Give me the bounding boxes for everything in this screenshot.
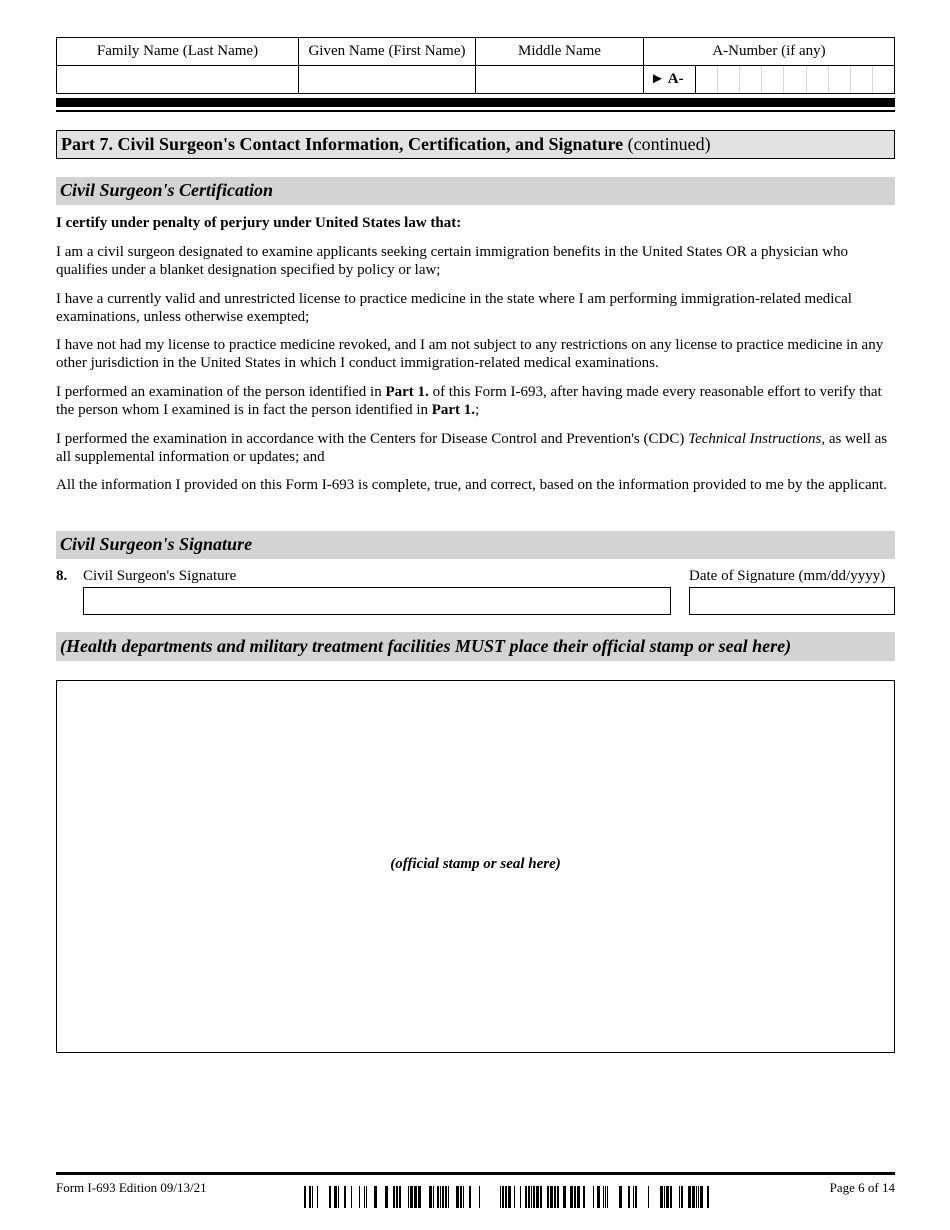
footer-rule <box>56 1172 895 1175</box>
certification-paragraph-5: I performed the examination in accordance with the Centers for Disease Control and Prevention's (CDC) Technical Instructions, as well as all supplemental information or updates; and <box>56 431 888 465</box>
header-thin-rule <box>56 110 895 112</box>
certification-paragraph-4: I performed an examination of the person identified in Part 1. of this Form I-693, after having made every reasonable effort to verify that the person whom I examined is in fact the person identified in Part 1.; <box>56 384 882 418</box>
header-thick-rule <box>56 98 895 107</box>
middle-name-field[interactable] <box>476 65 644 93</box>
date-of-signature-label: Date of Signature (mm/dd/yyyy) <box>689 568 886 584</box>
certification-paragraph-1: I am a civil surgeon designated to examine applicants seeking certain immigration benefits in the United States OR a physician who qualifies under a blanket designation specified by policy or law; <box>56 244 849 278</box>
certification-heading: Civil Surgeon's Certification <box>56 177 895 205</box>
stamp-placeholder: (official stamp or seal here) <box>390 856 561 872</box>
family-name-label: Family Name (Last Name) <box>57 38 299 65</box>
certification-paragraph-2: I have a currently valid and unrestricted license to practice medicine in the state where I am performing immigration-related medical examinations, unless otherwise exempted; <box>56 291 852 325</box>
family-name-field[interactable] <box>57 65 299 93</box>
a-number-prefix: ► A- <box>644 66 696 93</box>
signature-field[interactable] <box>83 587 671 615</box>
given-name-label: Given Name (First Name) <box>299 38 476 65</box>
a-number-label: A-Number (if any) <box>712 43 826 59</box>
signature-label: Civil Surgeon's Signature <box>83 568 237 584</box>
applicant-name-table <box>56 37 895 94</box>
a-number-digit-boxes[interactable] <box>696 66 894 93</box>
certification-intro: I certify under penalty of perjury under United States law that: <box>56 215 462 231</box>
part-7-title: Part 7. Civil Surgeon's Contact Information, Certification, and Signature <box>61 134 624 154</box>
page-number: Page 6 of 14 <box>829 1180 895 1195</box>
part-7-continued: (continued) <box>623 134 711 154</box>
stamp-heading: (Health departments and military treatment facilities MUST place their official stamp or seal here) <box>56 632 895 661</box>
item-number-8: 8. <box>56 568 68 584</box>
part-7-header <box>56 130 895 159</box>
middle-name-label: Middle Name <box>476 38 644 65</box>
form-edition: Form I-693 Edition 09/13/21 <box>56 1180 207 1195</box>
date-of-signature-field[interactable] <box>689 587 895 615</box>
given-name-field[interactable] <box>299 65 476 93</box>
certification-paragraph-3: I have not had my license to practice medicine revoked, and I am not subject to any restrictions on any license to practice medicine in any other jurisdiction in the United States in which I conduct immigration-related medical examinations. <box>56 337 884 371</box>
a-number-field[interactable] <box>644 65 894 93</box>
certification-paragraph-6: All the information I provided on this Form I-693 is complete, true, and correct, based on the information provided to me by the applicant. <box>56 477 888 493</box>
barcode-icon <box>304 1186 712 1208</box>
signature-heading: Civil Surgeon's Signature <box>56 531 895 559</box>
